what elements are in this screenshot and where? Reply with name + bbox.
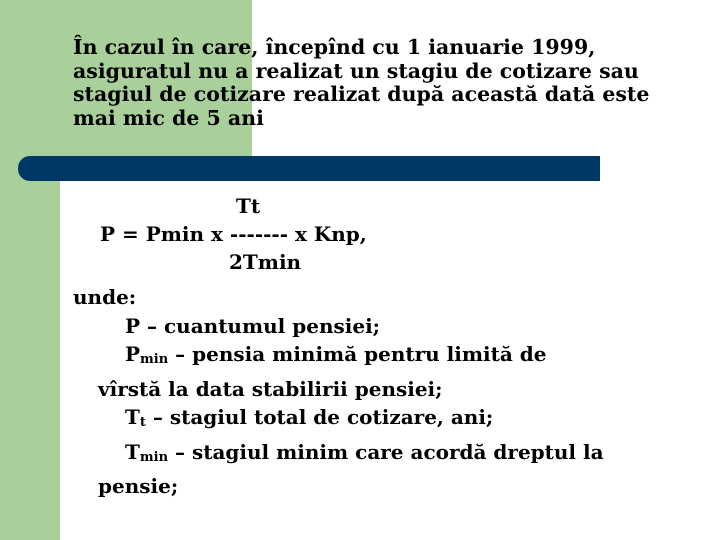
formula-main-line: P = Pmin x ------- x Knp, [100, 222, 367, 246]
definition-subscript: t [139, 415, 146, 430]
pension-formula [100, 192, 367, 276]
definitions-block [73, 283, 693, 501]
title-divider-bar [18, 156, 600, 181]
definition-symbol: T [125, 439, 140, 464]
left-decor-band [0, 0, 60, 540]
definition-item [73, 438, 693, 473]
definition-item [73, 312, 693, 341]
definition-text: – stagiul total de cotizare, ani; [145, 405, 494, 429]
formula-numerator: Tt [236, 194, 261, 218]
formula-denominator: 2Tmin [229, 250, 302, 274]
definition-continuation: vîrstă la data stabilirii pensiei; [98, 376, 443, 401]
definition-subscript: min [140, 352, 169, 367]
definition-text: – stagiul minim care acordă dreptul la [168, 439, 604, 464]
definition-symbol: T [125, 405, 140, 429]
definition-symbol: P [125, 342, 141, 366]
definition-subscript: min [139, 449, 169, 465]
definition-item [73, 403, 693, 438]
definition-continuation: pensie; [98, 474, 179, 498]
definition-item [73, 340, 693, 375]
definition-symbol: P [125, 313, 141, 338]
definition-text: – pensia minimă pentru limită de [168, 342, 547, 366]
definition-text: – cuantumul pensiei; [140, 313, 381, 338]
slide-title: În cazul în care, începînd cu 1 ianuarie 1999, asiguratul nu a realizat un stagiu de cotizare sau stagiul de cotizare realizat după această dată este mai mic de 5 ani [73, 35, 650, 130]
definitions-label: unde: [73, 285, 137, 309]
